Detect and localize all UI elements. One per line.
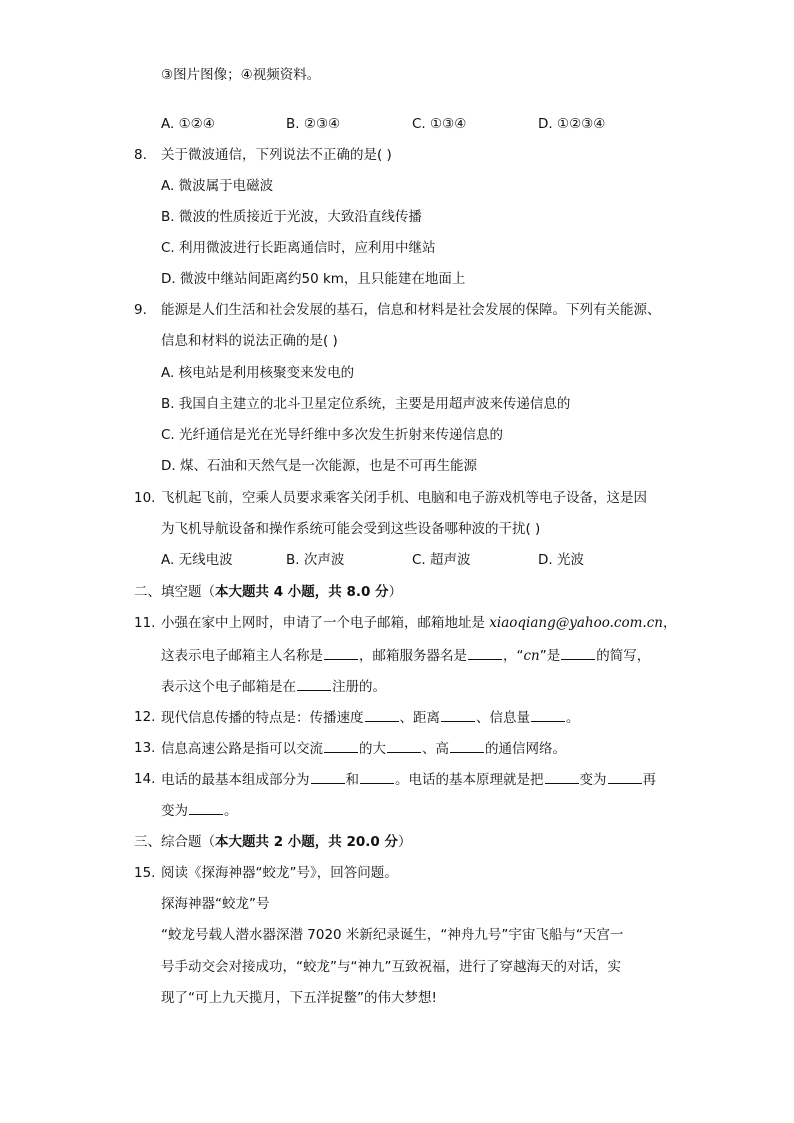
q11-text-h: 表示这个电子邮箱是在 <box>161 679 296 695</box>
q11-text-g: 的简写， <box>596 648 651 664</box>
section-3-header <box>134 833 412 851</box>
q11-cn: cn <box>523 648 540 664</box>
q15-stem: 阅读《探海神器“蛟龙”号》，回答问题。 <box>161 865 398 881</box>
q12-blank-3[interactable] <box>531 708 565 722</box>
q12-text-b: 、距离 <box>399 710 440 726</box>
q13-blank-1[interactable] <box>324 739 358 753</box>
q9-option-c: C. 光纤通信是光在光导纤维中多次发生折射来传递信息的 <box>161 427 504 443</box>
q8-number: 8. <box>134 147 147 163</box>
q14-blank-5[interactable] <box>189 801 223 815</box>
q9-number: 9. <box>134 302 147 318</box>
q9-stem-line2: 信息和材料的说法正确的是( ) <box>161 333 338 349</box>
q8-option-b: B. 微波的性质接近于光波，大致沿直线传播 <box>161 209 422 225</box>
q11-text-c: 这表示电子邮箱主人名称是 <box>161 648 323 664</box>
q13-text-c: 、高 <box>422 741 449 757</box>
q14-blank-1[interactable] <box>311 770 345 784</box>
q11-blank-3[interactable] <box>561 646 595 660</box>
q9-option-b: B. 我国自主建立的北斗卫星定位系统，主要是用超声波来传递信息的 <box>161 396 571 412</box>
q9-option-a: A. 核电站是利用核聚变来发电的 <box>161 365 355 381</box>
q11-line3 <box>161 677 386 696</box>
q15-passage-line2: 号手动交会对接成功，“蛟龙”与“神九”互致祝福，进行了穿越海天的对话，实 <box>161 959 621 975</box>
section-2-header <box>134 583 402 601</box>
q13-text-b: 的大 <box>359 741 386 757</box>
section-2-info: 本大题共 4 小题，共 8.0 分 <box>215 584 389 600</box>
q15-number: 15. <box>134 865 156 881</box>
q13-line <box>161 739 566 758</box>
q14-blank-3[interactable] <box>545 770 579 784</box>
q11-text-f: ”是 <box>539 648 561 664</box>
q10-option-a: A. 无线电波 <box>161 552 233 568</box>
q14-blank-2[interactable] <box>360 770 394 784</box>
q13-number: 13. <box>134 740 156 756</box>
section-2-suffix: ） <box>388 584 403 600</box>
q13-text-d: 的通信网络。 <box>485 741 566 757</box>
q12-text-c: 、信息量 <box>476 710 530 726</box>
q10-number: 10. <box>134 490 156 506</box>
q8-stem: 关于微波通信，下列说法不正确的是( ) <box>161 147 392 163</box>
section-3-prefix: 三、综合题（ <box>134 834 215 850</box>
q8-option-d: D. 微波中继站间距离约50 km，且只能建在地面上 <box>161 271 466 287</box>
q13-blank-3[interactable] <box>450 739 484 753</box>
q14-text-b: 和 <box>345 772 359 788</box>
q10-option-c: C. 超声波 <box>412 552 471 568</box>
q14-blank-4[interactable] <box>608 770 642 784</box>
q8-option-c: C. 利用微波进行长距离通信时，应利用中继站 <box>161 240 436 256</box>
q12-text-a: 现代信息传播的特点是：传播速度 <box>161 710 364 726</box>
q11-line2 <box>161 646 650 665</box>
q7-option-b: B. ②③④ <box>286 116 341 132</box>
q11-text-i: 注册的。 <box>332 679 386 695</box>
q12-blank-2[interactable] <box>441 708 475 722</box>
q7-tail: ③图片图像；④视频资料。 <box>161 67 321 83</box>
q11-text-a: 小强在家中上网时，申请了一个电子邮箱，邮箱地址是 <box>161 615 490 631</box>
q15-passage-line1: “蛟龙号载人潜水器深潜 7020 米新纪录诞生，“神舟九号”宇宙飞船与“天宫一 <box>161 927 624 943</box>
q10-stem-line2: 为飞机导航设备和操作系统可能会受到这些设备哪种波的干扰( ) <box>161 521 541 537</box>
q11-text-b: ， <box>662 615 677 631</box>
q13-text-a: 信息高速公路是指可以交流 <box>161 741 323 757</box>
q14-text-f: 变为 <box>161 803 188 819</box>
q12-line <box>161 708 580 727</box>
q12-blank-1[interactable] <box>365 708 399 722</box>
q7-option-d: D. ①②③④ <box>538 116 606 132</box>
q7-option-a: A. ①②④ <box>161 116 215 132</box>
q14-text-a: 电话的最基本组成部分为 <box>161 772 310 788</box>
q10-stem-line1: 飞机起飞前，空乘人员要求乘客关闭手机、电脑和电子游戏机等电子设备，这是因 <box>161 490 647 506</box>
q10-option-b: B. 次声波 <box>286 552 345 568</box>
q11-text-d: ，邮箱服务器名是 <box>359 648 467 664</box>
q11-blank-2[interactable] <box>468 646 502 660</box>
q15-passage-line3: 现了“可上九天揽月，下五洋捉鳖”的伟大梦想! <box>161 990 437 1006</box>
section-3-info: 本大题共 2 小题，共 20.0 分 <box>215 834 399 850</box>
q11-number: 11. <box>134 615 156 631</box>
q14-line2 <box>161 801 238 820</box>
q7-option-c: C. ①③④ <box>412 116 467 132</box>
section-2-prefix: 二、填空题（ <box>134 584 215 600</box>
q14-text-d: 变为 <box>579 772 607 788</box>
q15-passage-title: 探海神器“蛟龙”号 <box>161 896 270 912</box>
q11-line1 <box>161 614 676 632</box>
q14-text-e: 再 <box>642 772 656 788</box>
q11-blank-1[interactable] <box>324 646 358 660</box>
section-3-suffix: ） <box>398 834 412 850</box>
q11-text-e: ，“ <box>503 648 524 664</box>
q14-number: 14. <box>134 771 156 787</box>
q10-option-d: D. 光波 <box>538 552 584 568</box>
q14-line1 <box>161 770 656 789</box>
q12-text-d: 。 <box>566 710 580 726</box>
q12-number: 12. <box>134 709 156 725</box>
q14-text-c: 。电话的基本原理就是把 <box>395 772 544 788</box>
q11-email: xiaoqiang@yahoo.com.cn <box>489 615 663 631</box>
q14-text-g: 。 <box>224 803 238 819</box>
q11-blank-4[interactable] <box>297 677 331 691</box>
q9-stem-line1: 能源是人们生活和社会发展的基石，信息和材料是社会发展的保障。下列有关能源、 <box>161 302 661 318</box>
q8-option-a: A. 微波属于电磁波 <box>161 178 274 194</box>
q9-option-d: D. 煤、石油和天然气是一次能源，也是不可再生能源 <box>161 458 477 474</box>
q13-blank-2[interactable] <box>387 739 421 753</box>
